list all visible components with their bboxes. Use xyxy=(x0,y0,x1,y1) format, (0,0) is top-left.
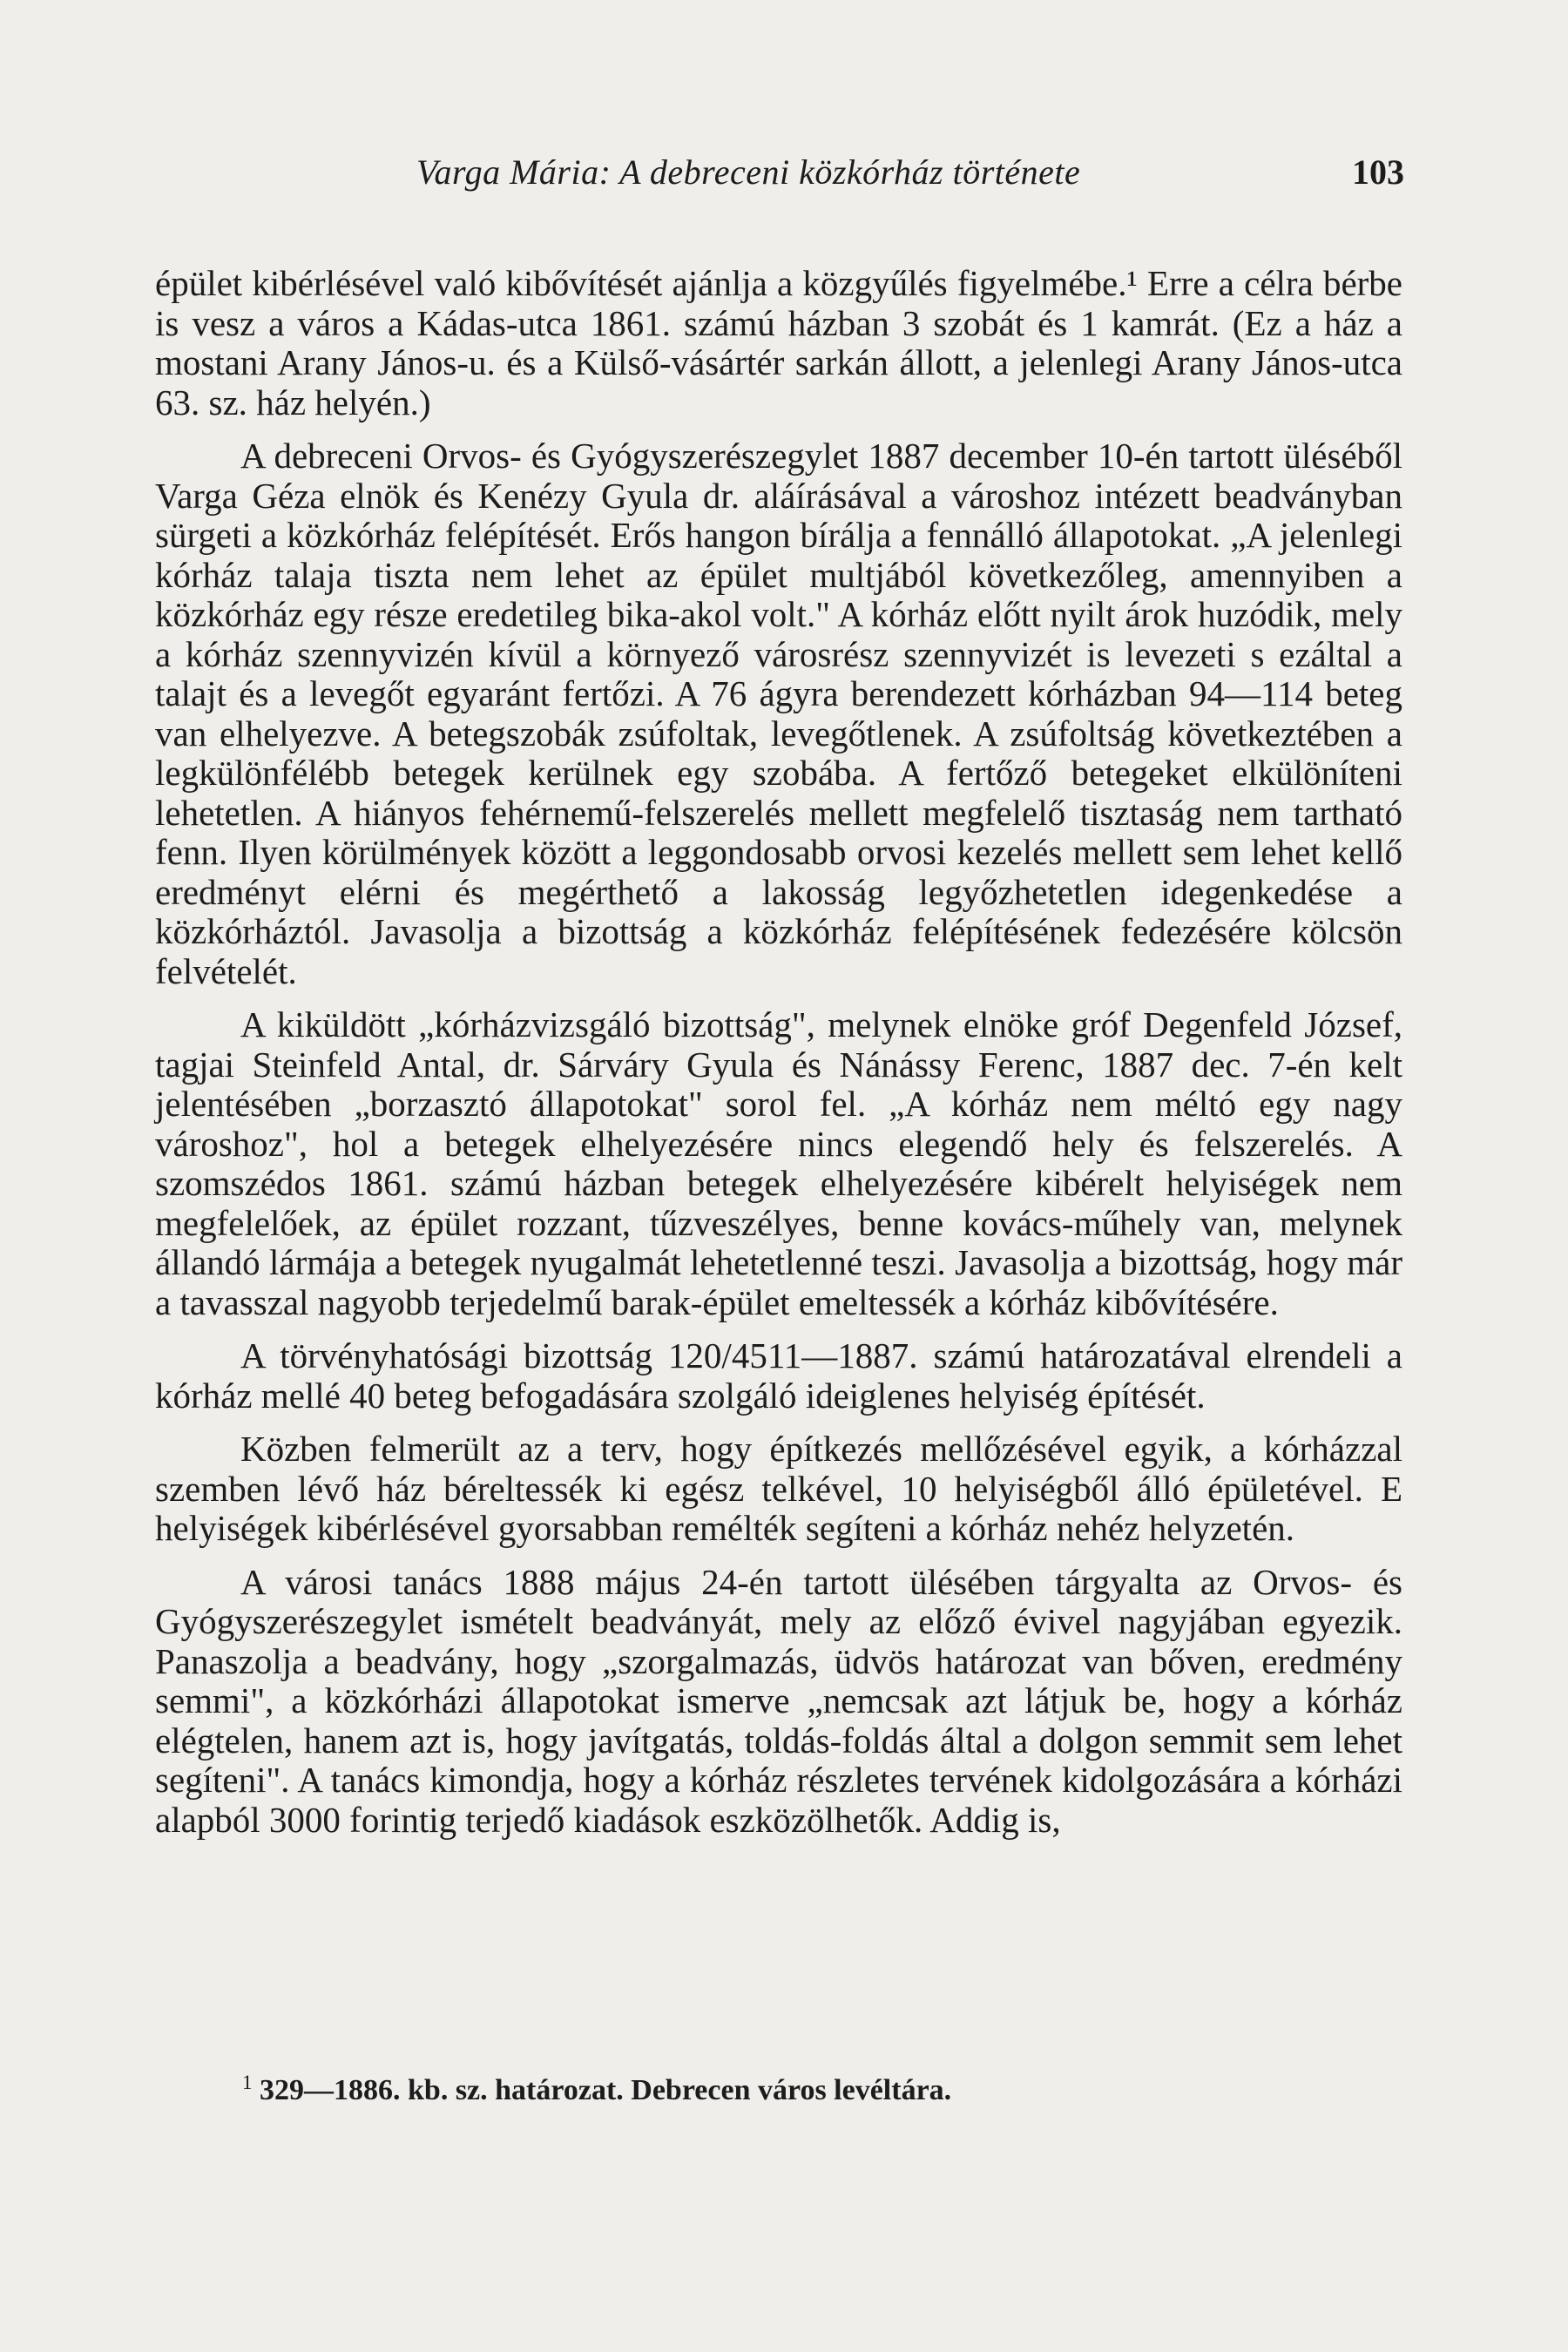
page-number: 103 xyxy=(1352,152,1404,192)
footnote-text: 329—1886. kb. sz. határozat. Debrecen város levéltára. xyxy=(260,2074,952,2106)
paragraph: A debreceni Orvos- és Gyógyszerészegylet 1887 december 10-én tartott üléséből Varga Géza elnök és Kenézy Gyula dr. aláírásával a városhoz intézett beadványban sürgeti a közkórház felépítését. Erős hangon bírálja a fennálló állapotokat. „A jelenlegi kórház talaja tiszta nem lehet az épület multjából következőleg, amennyiben a közkórház egy része eredetileg bika-akol volt." A kórház előtt nyilt árok huzódik, mely a kórház szennyvizén kívül a környező városrész szennyvizét is levezeti s ezáltal a talajt és a levegőt egyaránt fertőzi. A 76 ágyra berendezett kórházban 94—114 beteg van elhelyezve. A betegszobák zsúfoltak, levegőtlenek. A zsúfoltság következtében a legkülönfélébb betegek kerülnek egy szobába. A fertőző betegeket elkülöníteni lehetetlen. A hiányos fehérnemű-felszerelés mellett megfelelő tisztaság nem tartható fenn. Ilyen körülmények között a leggondosabb orvosi kezelés mellett sem lehet kellő eredményt elérni és megérthető a lakosság legyőzhetetlen idegenkedése a közkórháztól. Javasolja a bizottság a közkórház felépítésének fedezésére kölcsön felvételét. xyxy=(155,436,1402,991)
running-header xyxy=(416,146,1404,199)
paragraph: Közben felmerült az a terv, hogy építkezés mellőzésével egyik, a kórházzal szemben lévő ház béreltessék ki egész telkével, 10 helyiségből álló épületével. E helyiségek kibérlésével gyorsabban remélték segíteni a kórház nehéz helyzetén. xyxy=(155,1429,1402,1548)
paragraph-continued: épület kibérlésével való kibővítését ajánlja a közgyűlés figyelmébe.¹ Erre a célra bérbe is vesz a város a Kádas-utca 1861. számú házban 3 szobát és 1 kamrát. (Ez a ház a mostani Arany János-u. és a Külső-vásártér sarkán állott, a jelenlegi Arany János-utca 63. sz. ház helyén.) xyxy=(155,263,1402,422)
paragraph: A kiküldött „kórházvizsgáló bizottság", melynek elnöke gróf Degenfeld József, tagjai Steinfeld Antal, dr. Sárváry Gyula és Nánássy Ferenc, 1887 dec. 7-én kelt jelentésében „borzasztó állapotokat" sorol fel. „A kórház nem méltó egy nagy városhoz", hol a betegek elhelyezésére nincs elegendő hely és felszerelés. A szomszédos 1861. számú házban betegek elhelyezésére kibérelt helyiségek nem megfelelőek, az épület rozzant, tűzveszélyes, benne kovács-műhely van, melynek állandó lármája a betegek nyugalmát lehetetlenné teszi. Javasolja a bizottság, hogy már a tavasszal nagyobb terjedelmű barak-épület emeltessék a kórház kibővítésére. xyxy=(155,1004,1402,1322)
paragraph: A városi tanács 1888 május 24-én tartott ülésében tárgyalta az Orvos- és Gyógyszerészegylet ismételt beadványát, mely az előző évivel nagyjában egyezik. Panaszolja a beadvány, hogy „szorgalmazás, üdvös határozat van bőven, eredmény semmi", a közkórházi állapotokat ismerve „nemcsak azt látjuk be, hogy a kórház elégtelen, hanem azt is, hogy javítgatás, toldás-foldás által a dolgon semmit sem lehet segíteni". A tanács kimondja, hogy a kórház részletes tervének kidolgozására a kórházi alapból 3000 forintig terjedő kiadások eszközölhetők. Addig is, xyxy=(155,1561,1402,1840)
footnote-marker: 1 xyxy=(242,2072,253,2093)
body-text xyxy=(155,264,1402,1840)
footnote xyxy=(242,2072,951,2107)
running-title: Varga Mária: A debreceni közkórház története xyxy=(416,152,1081,192)
paragraph: A törvényhatósági bizottság 120/4511—1887. számú határozatával elrendeli a kórház mellé 40 beteg befogadására szolgáló ideiglenes helyiség építését. xyxy=(155,1335,1402,1416)
